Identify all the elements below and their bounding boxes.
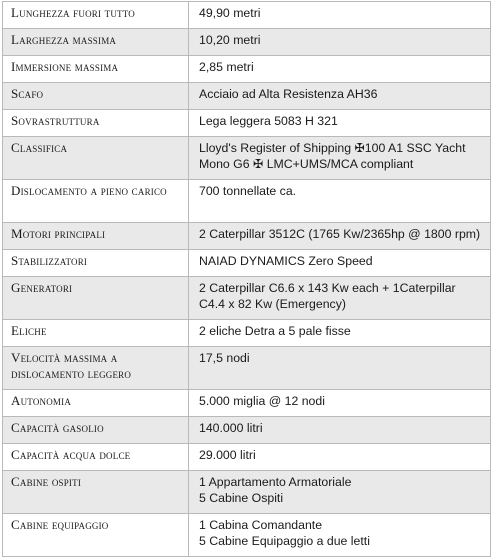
spec-value [189,320,491,347]
spec-value-line: 2 Caterpillar 3512C (1765 Kw/2365hp @ 1800 rpm) [199,227,481,241]
spec-value-line: Lloyd's Register of Shipping ✠100 A1 SSC Yacht [199,141,466,155]
spec-value [189,250,491,277]
spec-label: Capacità gasolio [3,417,189,444]
spec-label: Sovrastruttura [3,110,189,137]
spec-value [189,2,491,29]
spec-row-range [3,390,491,417]
spec-label: Eliche [3,320,189,347]
spec-value-line: 2 eliche Detra a 5 pale fisse [199,324,351,338]
spec-label: Capacità acqua dolce [3,444,189,471]
spec-value-line: 2 Caterpillar C6.6 x 143 Kw each + 1Caterpillar [199,281,456,295]
spec-value-line: Mono G6 ✠ LMC+UMS/MCA compliant [199,157,414,171]
spec-value-line: 1 Cabina Comandante [199,518,323,532]
spec-row-stabilizers [3,250,491,277]
spec-value-line: 17,5 nodi [199,351,250,365]
spec-value-line: 29.000 litri [199,448,256,462]
specifications-table-body [3,2,491,557]
spec-value [189,56,491,83]
spec-row-length [3,2,491,29]
spec-row-beam [3,29,491,56]
spec-value [189,277,491,320]
spec-row-superstructure [3,110,491,137]
spec-row-fuel-capacity [3,417,491,444]
spec-label: Generatori [3,277,189,320]
spec-label: Immersione massima [3,56,189,83]
spec-value [189,83,491,110]
spec-label: Stabilizzatori [3,250,189,277]
spec-label: Scafo [3,83,189,110]
spec-value [189,137,491,180]
spec-value-line: Acciaio ad Alta Resistenza AH36 [199,87,378,101]
spec-label: Classifica [3,137,189,180]
spec-value [189,110,491,137]
spec-value-line: 5.000 miglia @ 12 nodi [199,394,325,408]
spec-row-guest-cabins [3,471,491,514]
spec-value [189,514,491,557]
spec-value-line: Lega leggera 5083 H 321 [199,114,338,128]
spec-value-line: 1 Appartamento Armatoriale [199,475,352,489]
spec-value [189,417,491,444]
spec-value-line: 10,20 metri [199,33,261,47]
spec-label: Motori principali [3,223,189,250]
spec-row-max-speed [3,347,491,390]
specifications-table [2,1,491,557]
spec-row-propellers [3,320,491,347]
spec-label: Autonomia [3,390,189,417]
spec-value-line: 5 Cabine Ospiti [199,491,284,505]
spec-label: Dislocamento a pieno carico [3,180,189,223]
spec-row-classification [3,137,491,180]
spec-label: Lunghezza fuori tutto [3,2,189,29]
spec-value [189,471,491,514]
spec-value [189,444,491,471]
spec-value [189,347,491,390]
spec-value [189,390,491,417]
spec-value-line: 49,90 metri [199,6,261,20]
spec-row-displacement [3,180,491,223]
spec-value-line: 700 tonnellate ca. [199,184,297,198]
spec-value [189,223,491,250]
spec-value-line: 2,85 metri [199,60,254,74]
spec-label: Cabine equipaggio [3,514,189,557]
spec-label: Larghezza massima [3,29,189,56]
spec-value-line: 5 Cabine Equipaggio a due letti [199,534,370,548]
spec-value-line: C4.4 x 82 Kw (Emergency) [199,297,346,311]
spec-value [189,29,491,56]
spec-label: Cabine ospiti [3,471,189,514]
spec-value [189,180,491,223]
spec-row-crew-cabins [3,514,491,557]
spec-row-hull [3,83,491,110]
spec-label: Velocità massima a dislocamento leggero [3,347,189,390]
spec-value-line: NAIAD DYNAMICS Zero Speed [199,254,373,268]
spec-row-main-engines [3,223,491,250]
spec-value-line: 140.000 litri [199,421,263,435]
spec-row-draft [3,56,491,83]
spec-row-generators [3,277,491,320]
spec-row-water-capacity [3,444,491,471]
